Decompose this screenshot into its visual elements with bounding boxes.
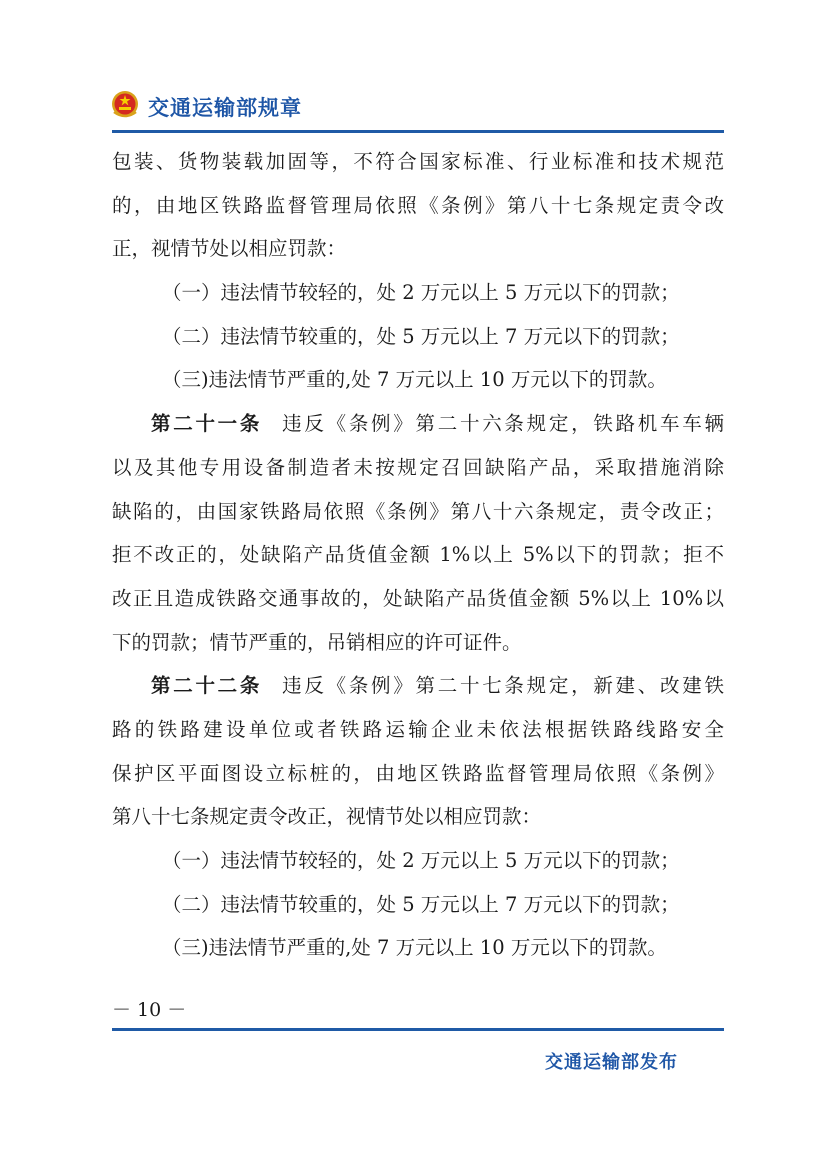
text-line: 违反《条例》第二十七条规定，新建、改建铁 (282, 674, 724, 698)
article-21-first-line (112, 402, 724, 446)
text-line: 保护区平面图设立标桩的，由地区铁路监督管理局依照《条例》 (112, 761, 724, 785)
text-line: 第八十七条规定责令改正，视情节处以相应罚款： (112, 805, 542, 829)
header-title: 交通运输部规章 (148, 96, 302, 120)
page-number: － 10 － (112, 999, 187, 1021)
text-line: 违反《条例》第二十六条规定，铁路机车车辆 (282, 412, 724, 436)
text-line: 以及其他专用设备制造者未按规定召回缺陷产品，采取措施消除 (112, 455, 724, 479)
text-line: 的，由地区铁路监督管理局依照《条例》第八十七条规定责令改 (112, 193, 724, 217)
footer-publisher: 交通运输部发布 (545, 1052, 678, 1073)
text-line: 下的罚款；情节严重的，吊销相应的许可证件。 (112, 630, 522, 654)
page-header (110, 88, 725, 128)
text-line: 改正且造成铁路交通事故的，处缺陷产品货值金额 5%以上 10%以 (112, 586, 724, 610)
list-item: （二）违法情节较重的，处 5 万元以上 7 万元以下的罚款； (162, 892, 680, 916)
list-item: （二）违法情节较重的，处 5 万元以上 7 万元以下的罚款； (162, 324, 680, 348)
header-divider (112, 130, 724, 133)
footer-divider (112, 1028, 724, 1031)
text-line: 正，视情节处以相应罚款： (112, 237, 347, 261)
document-body (112, 140, 724, 970)
article-21-heading: 第二十一条 (151, 412, 263, 436)
list-item: （三)违法情节严重的,处 7 万元以上 10 万元以下的罚款。 (162, 936, 667, 960)
list-item: （一）违法情节较轻的，处 2 万元以上 5 万元以下的罚款； (162, 281, 680, 305)
article-22-heading: 第二十二条 (151, 674, 263, 698)
text-line: 包装、货物装载加固等，不符合国家标准、行业标准和技术规范 (112, 150, 724, 173)
text-line: 拒不改正的，处缺陷产品货值金额 1%以上 5%以下的罚款；拒不 (112, 543, 724, 567)
national-emblem-icon (110, 90, 140, 120)
list-item: （三)违法情节严重的,处 7 万元以上 10 万元以下的罚款。 (162, 368, 667, 392)
text-line: 缺陷的，由国家铁路局依照《条例》第八十六条规定，责令改正； (112, 499, 724, 523)
article-22-first-line (112, 664, 724, 708)
text-line: 路的铁路建设单位或者铁路运输企业未依法根据铁路线路安全 (112, 717, 724, 741)
list-item: （一）违法情节较轻的，处 2 万元以上 5 万元以下的罚款； (162, 849, 680, 872)
